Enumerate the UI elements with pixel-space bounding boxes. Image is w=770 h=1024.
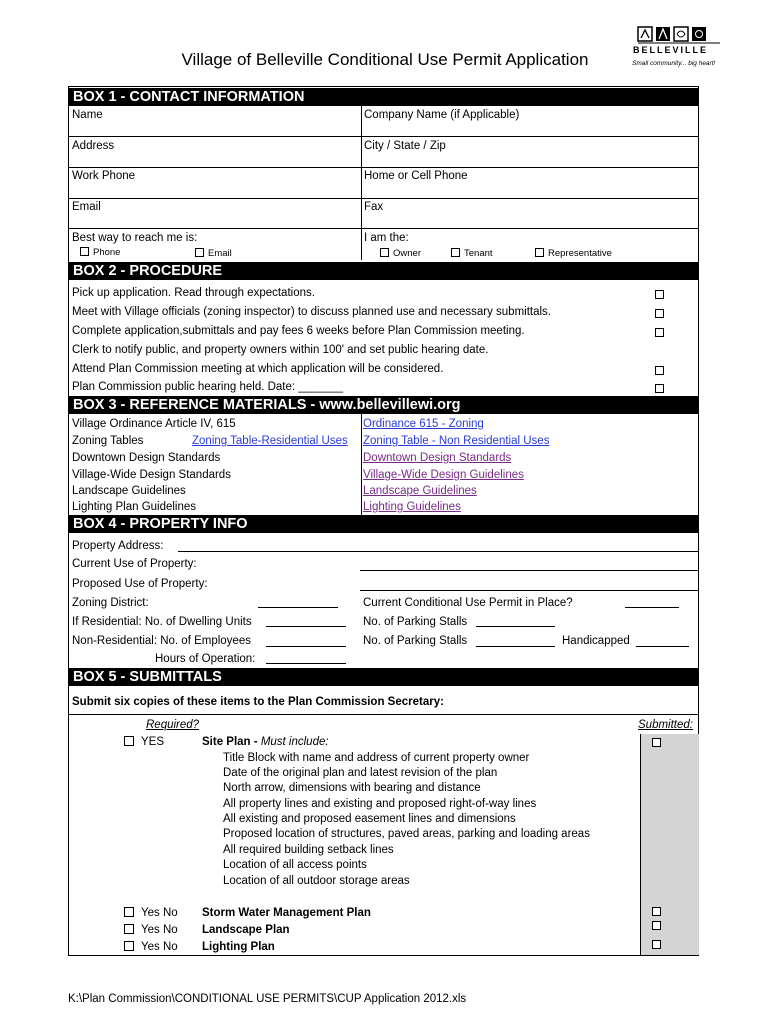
procedure-step: Meet with Village officials (zoning inspector) to discuss planned use and necessary submittals. [72, 306, 551, 318]
lighting-checkbox[interactable] [124, 941, 134, 951]
name-field-label: Name [72, 109, 103, 121]
site-plan-title: Site Plan - [202, 736, 258, 748]
logo-tagline: Small community... big heart! [632, 60, 716, 67]
site-plan-item: All required building setback lines [223, 844, 394, 856]
lighting-guidelines-link[interactable]: Lighting Guidelines [363, 501, 461, 513]
procedure-step: Plan Commission public hearing held. Date: _______ [72, 381, 344, 393]
site-plan-item: Location of all outdoor storage areas [223, 875, 410, 887]
procedure-step: Pick up application. Read through expectations. [72, 287, 315, 299]
representative-checkbox[interactable] [535, 248, 544, 257]
required-heading: Required? [146, 719, 200, 731]
lighting-submitted-checkbox[interactable] [652, 940, 661, 949]
site-plan-item: Location of all access points [223, 859, 367, 871]
box5-header: BOX 5 - SUBMITTALS [68, 668, 699, 686]
cup-in-place-label: Current Conditional Use Permit in Place? [363, 597, 573, 609]
village-logo [630, 26, 735, 70]
landscape-guidelines-link[interactable]: Landscape Guidelines [363, 485, 477, 497]
parking-stalls-label-2: No. of Parking Stalls [363, 635, 468, 647]
zoning-district-label: Zoning District: [72, 597, 149, 609]
step-1-checkbox[interactable] [655, 290, 664, 299]
zoning-district-input[interactable] [258, 607, 338, 608]
work-phone-label: Work Phone [72, 170, 136, 182]
landscape-required[interactable]: Yes No [124, 923, 178, 937]
procedure-step: Attend Plan Commission meeting at which application will be considered. [72, 363, 444, 375]
parking-stalls-input-2[interactable] [476, 646, 555, 647]
step-2-checkbox[interactable] [655, 309, 664, 318]
box1-header: BOX 1 - CONTACT INFORMATION [68, 88, 699, 106]
best-way-label: Best way to reach me is: [72, 232, 198, 244]
step-5-checkbox[interactable] [655, 366, 664, 375]
submitted-heading: Submitted: [638, 719, 693, 731]
tenant-option[interactable]: Tenant [451, 247, 493, 261]
site-plan-item: All property lines and existing and proposed right-of-way lines [223, 798, 537, 810]
step-6-checkbox[interactable] [655, 384, 664, 393]
site-plan-submitted-checkbox[interactable] [652, 738, 661, 747]
home-phone-label: Home or Cell Phone [364, 170, 468, 182]
contact-phone-option[interactable]: Phone [80, 246, 120, 260]
procedure-step: Clerk to notify public, and property owners within 100' and set public hearing date. [72, 344, 489, 356]
submitted-column [640, 734, 699, 955]
hours-input[interactable] [266, 663, 346, 664]
storm-water-required[interactable]: Yes No [124, 906, 178, 920]
zoning-residential-link[interactable]: Zoning Table-Residential Uses [192, 435, 348, 447]
reference-item: Landscape Guidelines [72, 485, 186, 497]
step-3-checkbox[interactable] [655, 328, 664, 337]
downtown-standards-link[interactable]: Downtown Design Standards [363, 452, 512, 464]
submittals-intro: Submit six copies of these items to the Plan Commission Secretary: [72, 696, 444, 708]
handicapped-input[interactable] [636, 646, 689, 647]
hours-label: Hours of Operation: [155, 653, 256, 665]
company-field-label: Company Name (if Applicable) [364, 109, 520, 121]
landscape-submitted-checkbox[interactable] [652, 921, 661, 930]
landscape-checkbox[interactable] [124, 924, 134, 934]
reference-item: Lighting Plan Guidelines [72, 501, 197, 513]
storm-water-plan-title: Storm Water Management Plan [202, 907, 371, 919]
site-plan-item: North arrow, dimensions with bearing and distance [223, 782, 481, 794]
employees-label: Non-Residential: No. of Employees [72, 635, 251, 647]
dwelling-units-label: If Residential: No. of Dwelling Units [72, 616, 252, 628]
phone-checkbox[interactable] [80, 247, 89, 256]
landscape-plan-title: Landscape Plan [202, 924, 290, 936]
site-plan-item: Date of the original plan and latest revision of the plan [223, 767, 498, 779]
property-address-label: Property Address: [72, 540, 164, 552]
reference-item: Village Ordinance Article IV, 615 [72, 418, 236, 430]
cup-in-place-input[interactable] [625, 607, 679, 608]
fax-field-label: Fax [364, 201, 384, 213]
site-plan-item: Proposed location of structures, paved areas, parking and loading areas [223, 828, 590, 840]
site-plan-yes-checkbox[interactable] [124, 736, 134, 746]
box4-header: BOX 4 - PROPERTY INFO [68, 515, 699, 533]
parking-stalls-label: No. of Parking Stalls [363, 616, 468, 628]
handicapped-label: Handicapped [562, 635, 630, 647]
lighting-required[interactable]: Yes No [124, 940, 178, 954]
page-title: Village of Belleville Conditional Use Permit Application [181, 50, 589, 69]
proposed-use-input[interactable] [360, 590, 698, 591]
property-address-input[interactable] [178, 551, 698, 552]
must-include-label: Must include: [260, 736, 329, 748]
proposed-use-label: Proposed Use of Property: [72, 578, 208, 590]
village-guidelines-link[interactable]: Village-Wide Design Guidelines [363, 469, 524, 481]
storm-water-submitted-checkbox[interactable] [652, 907, 661, 916]
owner-checkbox[interactable] [380, 248, 389, 257]
ordinance-615-link[interactable]: Ordinance 615 - Zoning [363, 418, 484, 430]
logo-graphic [630, 26, 720, 44]
city-field-label: City / State / Zip [364, 140, 446, 152]
employees-input[interactable] [266, 646, 346, 647]
i-am-label: I am the: [364, 232, 409, 244]
contact-email-option[interactable]: Email [195, 247, 232, 261]
dwelling-units-input[interactable] [266, 626, 346, 627]
site-plan-required[interactable]: YES [124, 735, 164, 749]
reference-item: Village-Wide Design Standards [72, 469, 231, 481]
logo-wordmark: BELLEVILLE [633, 45, 709, 55]
zoning-nonresidential-link[interactable]: Zoning Table - Non Residential Uses [363, 435, 550, 447]
lighting-plan-title: Lighting Plan [202, 941, 275, 953]
box2-header: BOX 2 - PROCEDURE [68, 262, 699, 280]
box3-header: BOX 3 - REFERENCE MATERIALS - www.bellevillewi.org [68, 396, 699, 414]
address-field-label: Address [72, 140, 115, 152]
storm-water-checkbox[interactable] [124, 907, 134, 917]
representative-option[interactable]: Representative [535, 247, 612, 261]
email-field-label: Email [72, 201, 101, 213]
parking-stalls-input[interactable] [476, 626, 555, 627]
reference-item: Zoning Tables [72, 435, 144, 447]
file-path-footer: K:\Plan Commission\CONDITIONAL USE PERMITS\CUP Application 2012.xls [68, 993, 467, 1005]
current-use-label: Current Use of Property: [72, 558, 197, 570]
tenant-checkbox[interactable] [451, 248, 460, 257]
owner-option[interactable]: Owner [380, 247, 421, 261]
email-checkbox[interactable] [195, 248, 204, 257]
current-use-input[interactable] [360, 570, 698, 571]
reference-item: Downtown Design Standards [72, 452, 221, 464]
procedure-step: Complete application,submittals and pay fees 6 weeks before Plan Commission meeting. [72, 325, 525, 337]
site-plan-item: Title Block with name and address of current property owner [223, 752, 530, 764]
site-plan-item: All existing and proposed easement lines and dimensions [223, 813, 516, 825]
